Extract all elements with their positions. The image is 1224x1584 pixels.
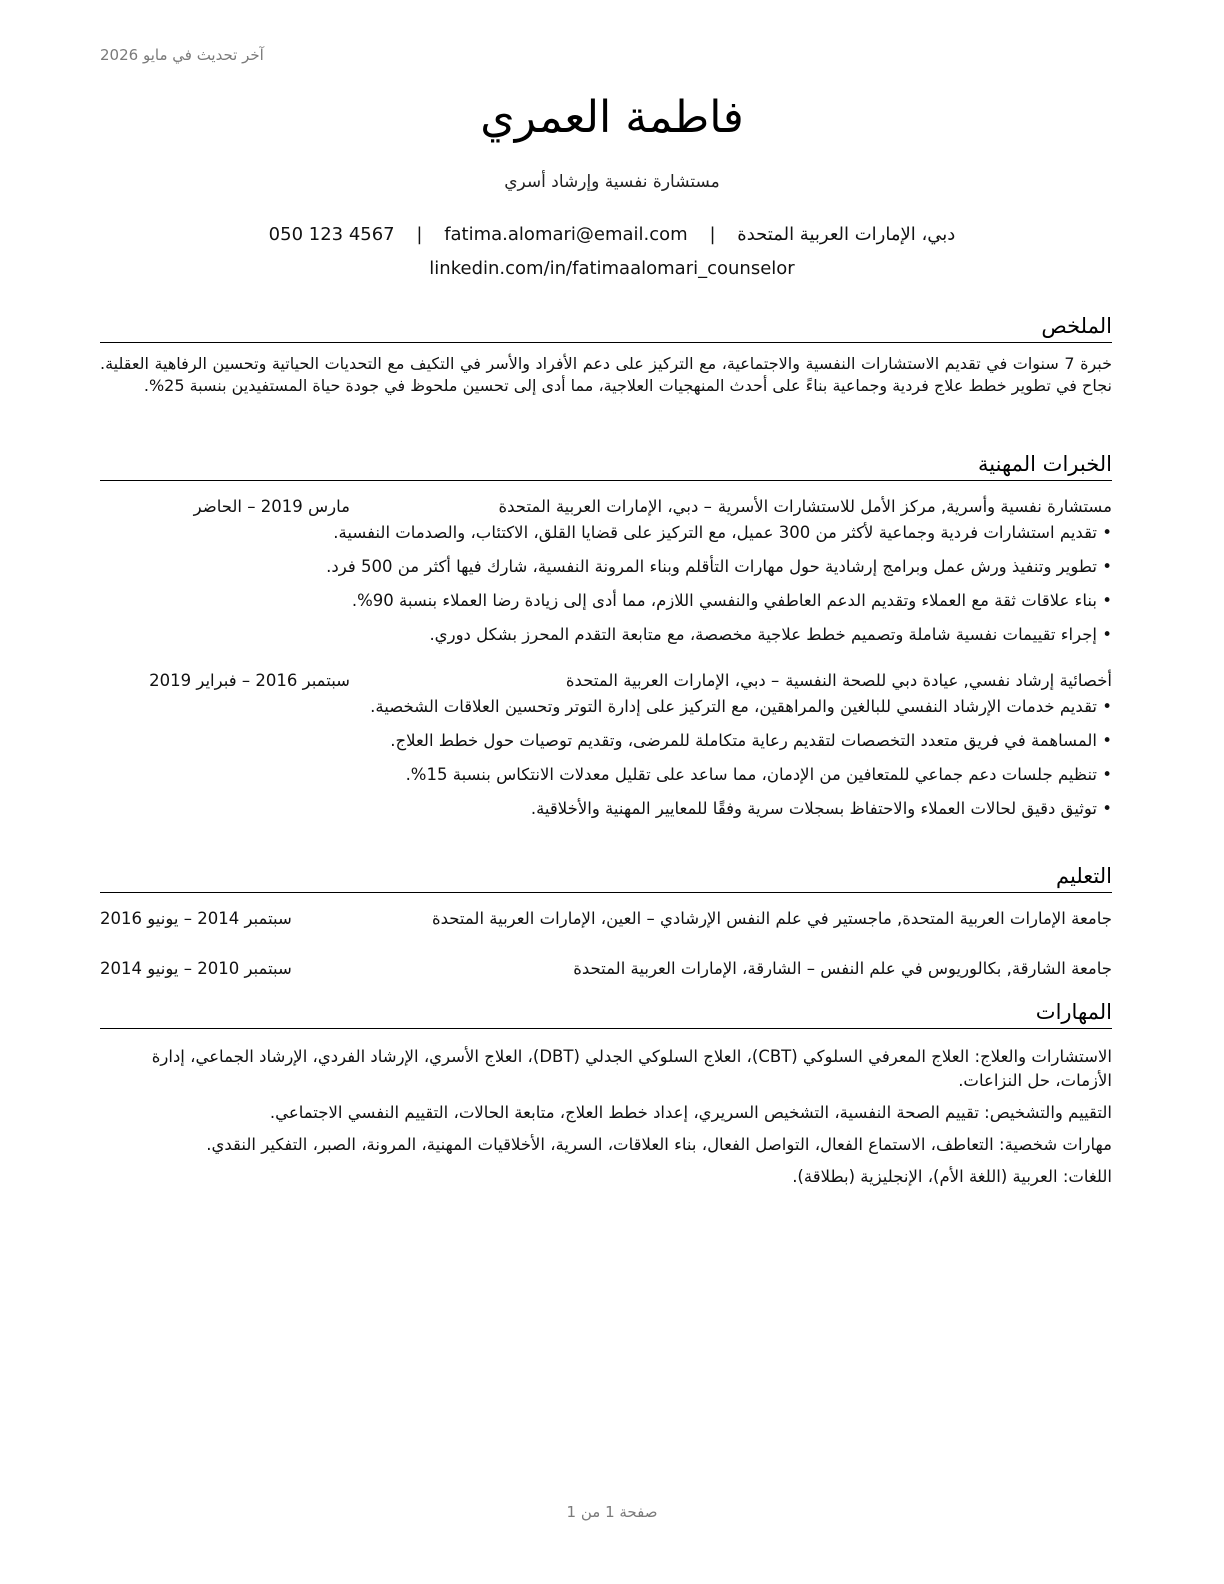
section-heading-education: التعليم: [100, 862, 1112, 893]
summary-section: [100, 312, 1112, 397]
education-section: [100, 862, 1112, 981]
education-entry: [100, 907, 1112, 931]
job-bullets: [100, 695, 1112, 821]
education-entry: [100, 957, 1112, 981]
job-location: – دبي، الإمارات العربية المتحدة: [565, 671, 780, 690]
skill-line: مهارات شخصية: التعاطف، الاستماع الفعال، التواصل الفعال، بناء العلاقات، السرية، الأخلاقيات المهنية، المرونة، الصبر، التفكير النقدي.: [206, 1135, 1112, 1154]
education-text: جامعة الإمارات العربية المتحدة, ماجستير في علم النفس الإرشادي – العين، الإمارات العربية المتحدة: [431, 909, 1112, 928]
section-heading-skills: المهارات: [100, 998, 1112, 1029]
job-entry: [100, 669, 1112, 821]
skill-line: التقييم والتشخيص: تقييم الصحة النفسية، التشخيص السريري، إعداد خطط العلاج، متابعة الحالات، التقييم النفسي الاجتماعي.: [269, 1103, 1112, 1122]
contact-separator: |: [416, 224, 423, 245]
contact-line: [0, 224, 1224, 245]
education-text: جامعة الشارقة, بكالوريوس في علم النفس – الشارقة، الإمارات العربية المتحدة: [573, 959, 1112, 978]
job-bullet: • بناء علاقات ثقة مع العملاء وتقديم الدعم العاطفي والنفسي اللازم، مما أدى إلى زيادة رضا العملاء بنسبة 90%.: [100, 589, 1112, 613]
job-header: [100, 669, 1112, 693]
contact-linkedin[interactable]: linkedin.com/in/fatimaalomari_counselor: [429, 258, 795, 279]
page-number: صفحة 1 من 1: [566, 1503, 658, 1521]
contact-location: دبي، الإمارات العربية المتحدة: [737, 224, 956, 245]
job-bullets: [100, 521, 1112, 647]
skills-section: [100, 998, 1112, 1189]
skill-line: الاستشارات والعلاج: العلاج المعرفي السلوكي (CBT)، العلاج السلوكي الجدلي (DBT)، العلاج الأسري، الإرشاد الفردي، الإرشاد الجماعي، إدارة الأزمات، حل النزاعات.: [151, 1047, 1112, 1090]
candidate-name: فاطمة العمري: [480, 92, 744, 143]
job-bullet: • توثيق دقيق لحالات العملاء والاحتفاظ بسجلات سرية وفقًا للمعايير المهنية والأخلاقية.: [100, 797, 1112, 821]
education-dates: سبتمبر 2010 – يونيو 2014: [100, 959, 292, 978]
contact-phone: 050 123 4567: [268, 224, 395, 245]
job-role-org: أخصائية إرشاد نفسي, عيادة دبي للصحة النفسية: [785, 671, 1112, 690]
job-bullet: • تقديم استشارات فردية وجماعية لأكثر من 300 عميل، مع التركيز على قضايا القلق، الاكتئاب، والصدمات النفسية.: [100, 521, 1112, 545]
summary-text: خبرة 7 سنوات في تقديم الاستشارات النفسية والاجتماعية، مع التركيز على دعم الأفراد والأسر في التكيف مع التحديات الحياتية وتحسين الرفاهية العقلية. نجاح في تطوير خطط علاج فردية وجماعية بناءً على أحدث المنهجيات العلاجية، مما أدى إلى تحسين ملحوظ في جودة حياة المستفيدين بنسبة 25%.: [100, 354, 1113, 395]
contact-email[interactable]: fatima.alomari@email.com: [444, 224, 688, 245]
job-bullet: • تطوير وتنفيذ ورش عمل وبرامج إرشادية حول مهارات التأقلم وبناء المرونة النفسية، شارك فيها أكثر من 500 فرد.: [100, 555, 1112, 579]
skill-line: اللغات: العربية (اللغة الأم)، الإنجليزية (بطلاقة).: [792, 1167, 1112, 1186]
job-bullet: • تنظيم جلسات دعم جماعي للمتعافين من الإدمان، مما ساعد على تقليل معدلات الانتكاس بنسبة 15%.: [100, 763, 1112, 787]
job-location: – دبي، الإمارات العربية المتحدة: [498, 497, 712, 516]
experience-section: [100, 450, 1112, 821]
last-updated-note: آخر تحديث في مايو 2026: [100, 46, 264, 64]
job-bullet: • إجراء تقييمات نفسية شاملة وتصميم خطط علاجية مخصصة، مع متابعة التقدم المحرز بشكل دوري.: [100, 623, 1112, 647]
job-dates: مارس 2019 – الحاضر: [193, 497, 350, 516]
job-entry: [100, 495, 1112, 647]
section-heading-summary: الملخص: [100, 312, 1112, 343]
education-dates: سبتمبر 2014 – يونيو 2016: [100, 909, 292, 928]
candidate-title: مستشارة نفسية وإرشاد أسري: [504, 172, 720, 192]
job-role-org: مستشارة نفسية وأسرية, مركز الأمل للاستشارات الأسرية: [717, 497, 1112, 516]
job-bullet: • تقديم خدمات الإرشاد النفسي للبالغين والمراهقين، مع التركيز على إدارة التوتر وتحسين العلاقات الشخصية.: [100, 695, 1112, 719]
job-header: [100, 495, 1112, 519]
job-dates: سبتمبر 2016 – فبراير 2019: [149, 671, 350, 690]
contact-separator: |: [709, 224, 716, 245]
section-heading-experience: الخبرات المهنية: [100, 450, 1112, 481]
job-bullet: • المساهمة في فريق متعدد التخصصات لتقديم رعاية متكاملة للمرضى، وتقديم توصيات حول خطط العلاج.: [100, 729, 1112, 753]
